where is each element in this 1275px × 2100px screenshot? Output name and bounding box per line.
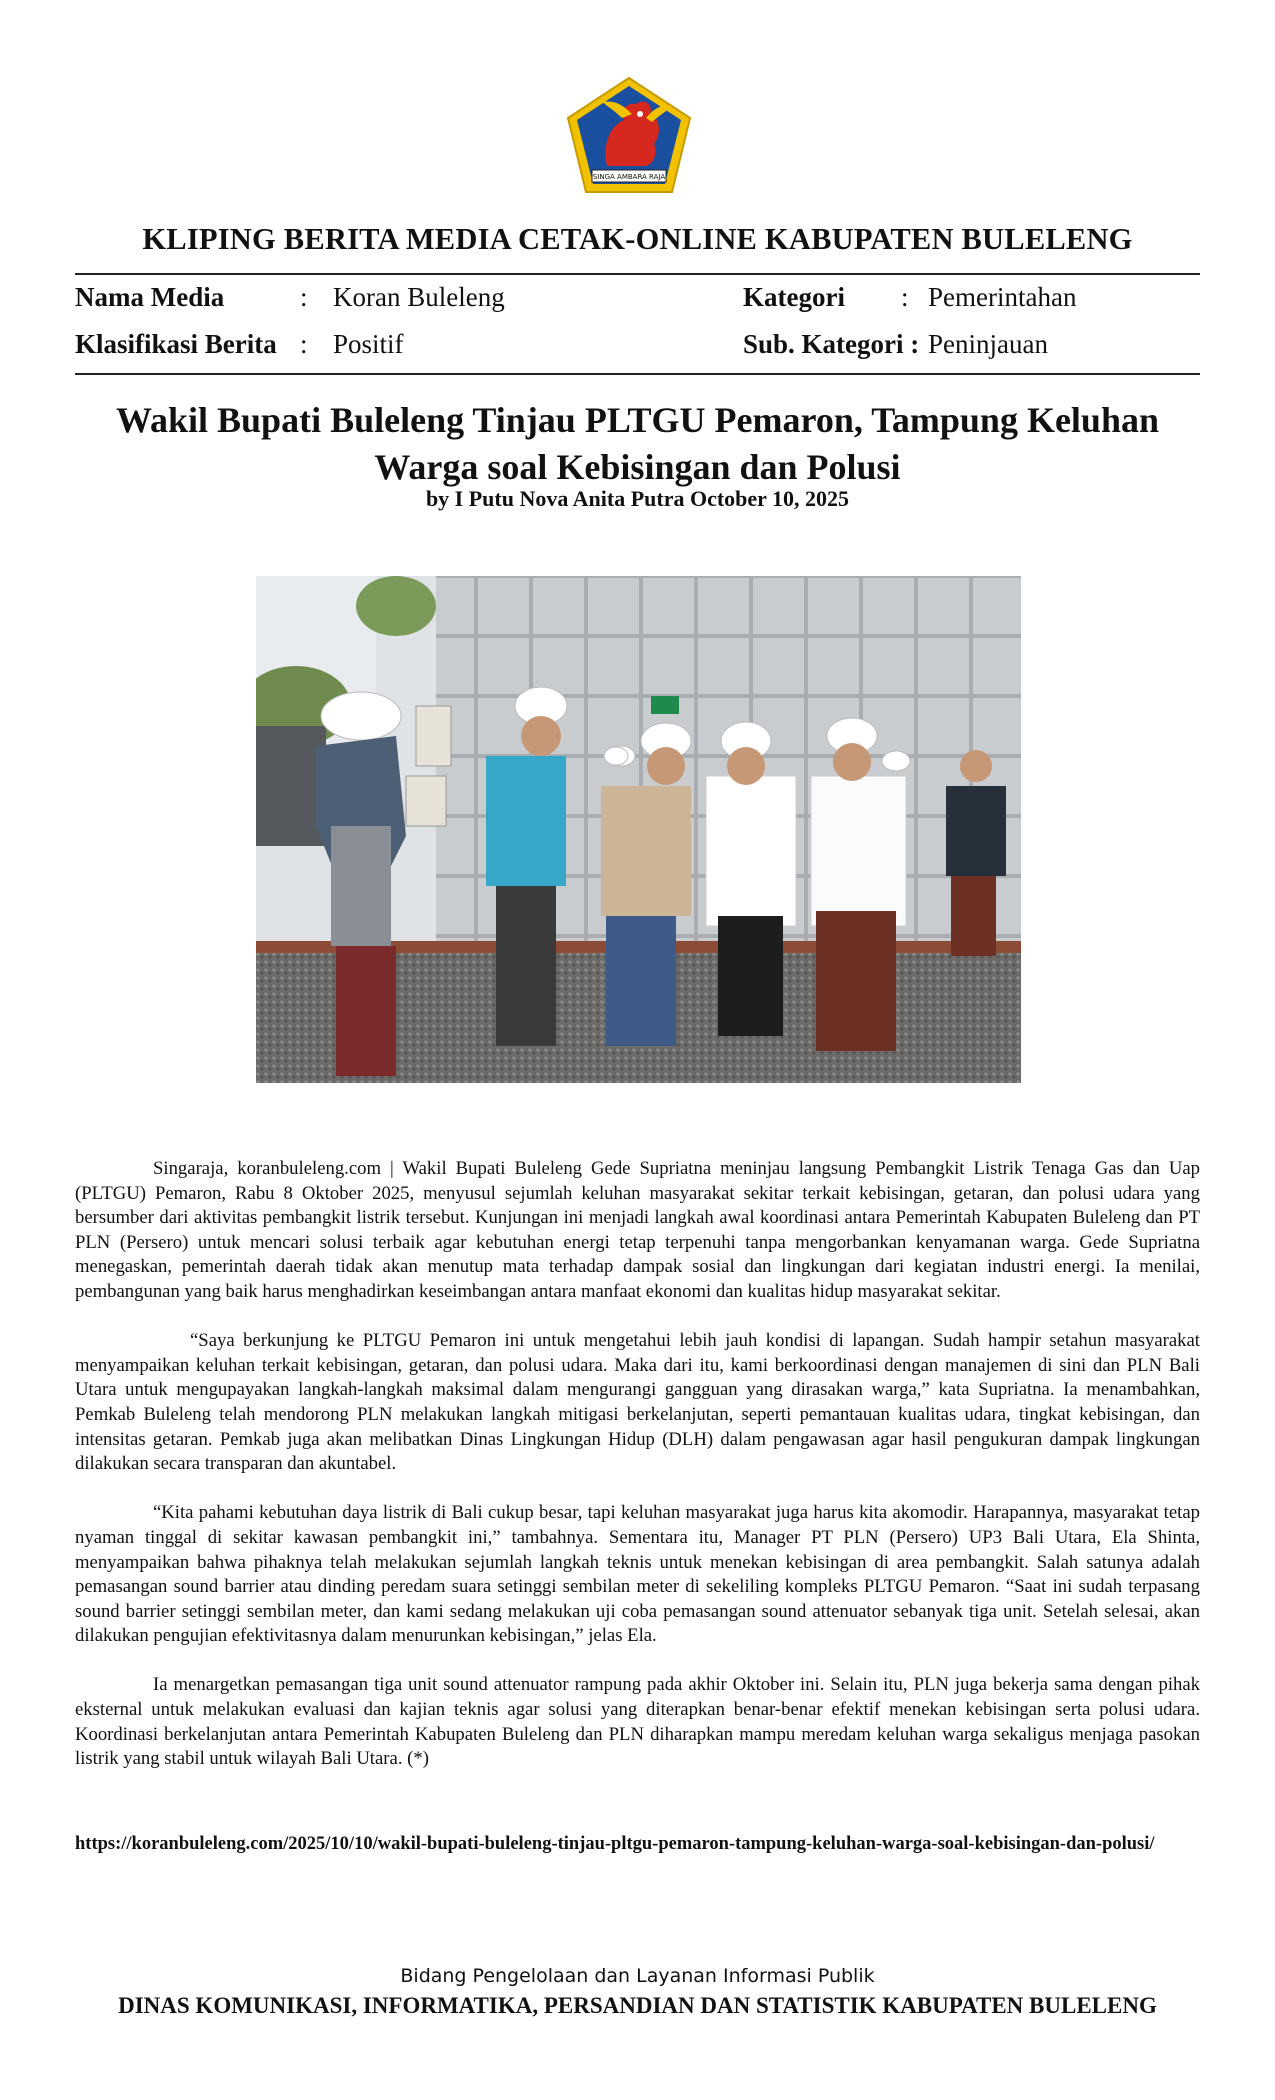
article-paragraph-1: Singaraja, koranbuleleng.com | Wakil Bupati Buleleng Gede Supriatna meninjau langsung Pembangkit Listrik Tenaga Gas dan Uap (PLTGU) Pemaron, Rabu 8 Oktober 2025, menyusul sejumlah keluhan masyarakat sekitar terkait kebisingan, getaran, dan polusi udara yang bersumber dari aktivitas pembangkit listrik tersebut. Kunjungan ini menjadi langkah awal koordinasi antara Pemerintah Kabupaten Buleleng dan PT PLN (Persero) untuk mencari solusi terbaik agar kebutuhan energi tetap terpenuhi tanpa mengorbankan kenyamanan warga. Gede Supriatna menegaskan, pemerintah daerah tidak akan menutup mata terhadap dampak sosial dan lingkungan dari kegiatan industri energi. Ia menilai, pembangunan yang baik harus menghadirkan keseimbangan antara manfaat ekonomi dan kualitas hidup masyarakat sekitar. <box>75 1158 1200 1302</box>
media-name-label: Nama Media <box>75 282 225 312</box>
article-byline: by I Putu Nova Anita Putra October 10, 2025 <box>425 486 850 511</box>
media-name-colon: : <box>300 282 308 312</box>
header-bottom-divider <box>75 373 1200 375</box>
article-photo <box>256 576 1021 1083</box>
source-url-link[interactable]: https://koranbuleleng.com/2025/10/10/wakil-bupati-buleleng-tinjau-pltgu-pemaron-tampung-keluhan-warga-soal-kebisingan-dan-polusi/ <box>75 1834 1155 1854</box>
media-name-value: Koran Buleleng <box>333 282 505 312</box>
clipping-header-title: KLIPING BERITA MEDIA CETAK-ONLINE KABUPATEN BULELENG <box>142 222 1133 256</box>
category-label: Kategori <box>743 282 845 312</box>
emblem-motto-text: SINGA AMBARA RAJA <box>592 173 666 181</box>
footer-division: Bidang Pengelolaan dan Layanan Informasi Publik <box>400 1965 875 1987</box>
article-paragraph-2: “Saya berkunjung ke PLTGU Pemaron ini untuk mengetahui lebih jauh kondisi di lapangan. Sudah hampir setahun masyarakat menyampaikan keluhan terkait kebisingan, getaran, dan polusi udara. Maka dari itu, kami berkoordinasi dengan manajemen di sini dan PLN Bali Utara untuk mengupayakan langkah-langkah maksimal dalam mengurangi gangguan yang dirasakan warga,” kata Supriatna. Ia menambahkan, Pemkab Buleleng telah mendorong PLN melakukan langkah mitigasi berkelanjutan, seperti pemantauan kualitas udara, tingkat kebisingan, dan intensitas getaran. Pemkab juga akan melibatkan Dinas Lingkungan Hidup (DLH) dalam pengawasan agar hasil pengukuran dampak lingkungan dilakukan secara transparan dan akuntabel. <box>75 1330 1200 1475</box>
article-title <box>90 397 1185 491</box>
news-classification-value: Positif <box>333 329 404 359</box>
footer-agency: DINAS KOMUNIKASI, INFORMATIKA, PERSANDIAN DAN STATISTIK KABUPATEN BULELENG <box>118 1993 1157 2018</box>
header-top-divider <box>75 273 1200 275</box>
article-paragraph-4: Ia menargetkan pemasangan tiga unit sound attenuator rampung pada akhir Oktober ini. Selain itu, PLN juga bekerja sama dengan pihak eksternal untuk melakukan evaluasi dan kajian teknis agar solusi yang diterapkan benar-benar efektif menekan kebisingan serta polusi udara. Koordinasi berkelanjutan antara Pemerintah Kabupaten Buleleng dan PLN diharapkan mampu meredam keluhan warga sekaligus menjaga pasokan listrik yang stabil untuk wilayah Bali Utara. (*) <box>75 1674 1200 1770</box>
kabupaten-buleleng-emblem <box>562 74 696 200</box>
article-body <box>75 1157 1200 1796</box>
article-title-line-2: Warga soal Kebisingan dan Polusi <box>374 447 901 487</box>
category-value: Pemerintahan <box>928 282 1077 312</box>
sub-category-value: Peninjauan <box>928 329 1048 359</box>
news-classification-label: Klasifikasi Berita <box>75 329 277 359</box>
article-paragraph-3: “Kita pahami kebutuhan daya listrik di Bali cukup besar, tapi keluhan masyarakat juga harus kita akomodir. Harapannya, masyarakat tetap nyaman tinggal di sekitar kawasan pembangkit ini,” tambahnya. Sementara itu, Manager PT PLN (Persero) UP3 Bali Utara, Ela Shinta, menyampaikan bahwa pihaknya telah melakukan sejumlah langkah teknis untuk menekan kebisingan di area pembangkit. Salah satunya adalah pemasangan sound barrier atau dinding peredam suara setinggi sembilan meter di sekeliling kompleks PLTGU Pemaron. “Saat ini sudah terpasang sound barrier setinggi sembilan meter, dan kami sedang melakukan uji coba pemasangan sound attenuator sebanyak tiga unit. Setelah selesai, akan dilakukan pengujian efektivitasnya dalam menurunkan kebisingan,” jelas Ela. <box>75 1502 1200 1647</box>
news-classification-colon: : <box>300 329 308 359</box>
sub-category-label: Sub. Kategori : <box>743 329 920 359</box>
category-colon: : <box>901 282 909 312</box>
article-title-line-1: Wakil Bupati Buleleng Tinjau PLTGU Pemaron, Tampung Keluhan <box>115 400 1159 440</box>
